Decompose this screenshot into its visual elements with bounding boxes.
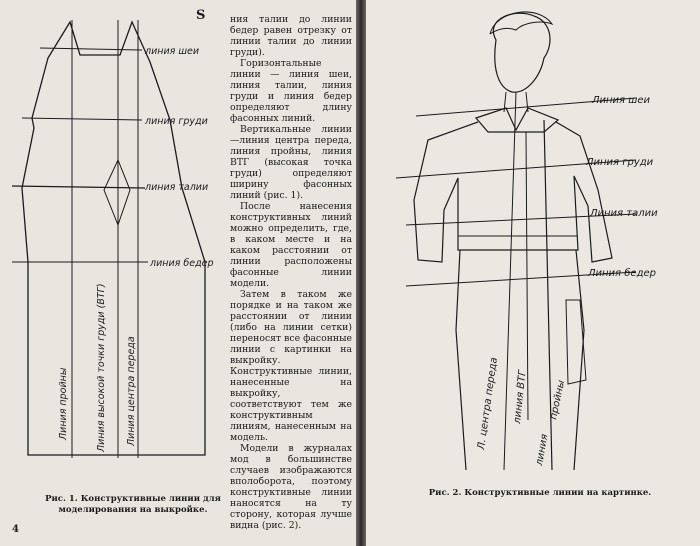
label-armhole-word-1: линия bbox=[534, 433, 551, 467]
label-center-front-line: Линия центра переда bbox=[126, 336, 137, 446]
book-gutter bbox=[356, 0, 366, 546]
corner-mark: S bbox=[196, 8, 206, 23]
chest-line bbox=[22, 118, 142, 120]
page-number: 4 bbox=[12, 524, 19, 535]
label-armhole-line: Линия пройны bbox=[58, 367, 69, 440]
paragraph: После нанесения конструктивных линий можно определить, где, в каком месте и на каком расстоянии от линии расположены фасонные линии модели. bbox=[230, 201, 352, 289]
waist-dart bbox=[104, 160, 130, 225]
handbag bbox=[566, 300, 586, 384]
label-chest-line: линия груди bbox=[145, 116, 208, 127]
pattern-outline bbox=[22, 22, 205, 455]
figure-2-caption: Рис. 2. Конструктивные линии на картинке. bbox=[428, 488, 652, 498]
figure-1-caption: Рис. 1. Конструктивные линии для моделирования на выкройке. bbox=[45, 494, 221, 515]
label-chest-line: Линия груди bbox=[586, 157, 654, 168]
waist-line bbox=[12, 186, 145, 188]
skirt bbox=[456, 250, 584, 470]
label-vtg-line: линия ВТГ bbox=[512, 369, 529, 425]
hair bbox=[490, 12, 552, 34]
paragraph: Вертикальные линии—линия центра переда, линия пройны, линия ВТГ (высокая точка груди) определяют ширину фасонных линий (рис. 1). bbox=[230, 124, 352, 201]
collar bbox=[476, 108, 558, 132]
head bbox=[493, 13, 550, 92]
label-waist-line: Линия талии bbox=[590, 208, 658, 219]
label-vtg-line: Линия высокой точки груди (ВТГ) bbox=[96, 283, 107, 452]
label-center-front-line: Л. центра переда bbox=[476, 356, 500, 451]
body-text-column bbox=[230, 14, 352, 531]
label-neck-line: Линия шеи bbox=[592, 95, 651, 106]
pattern-figure bbox=[0, 0, 232, 500]
paragraph: Модели в журналах мод в большинстве случаев изображаются вполоборота, поэтому конструктивные линии наносятся на ту сторону, которая лучше видна (рис. 2). bbox=[230, 443, 352, 531]
neck-line bbox=[40, 48, 142, 50]
fashion-figure bbox=[366, 0, 700, 485]
label-hip-line: линия бедер bbox=[150, 258, 214, 269]
paragraph: Горизонтальные линии — линия шеи, линия талии, линия груди и линия бедер определяют длину фасонных линий. bbox=[230, 58, 352, 124]
label-waist-line: линия талии bbox=[145, 182, 209, 193]
label-armhole-word-2: пройны bbox=[548, 379, 568, 421]
paragraph: Затем в таком же порядке и на таком же расстоянии от линии (либо на линии сетки) переносят все фасонные линии с картинки на выкройку. Конструктивные линии, нанесенные на выкройку, соответствуют тем же конструктивным линиям, нанесенным на модель. bbox=[230, 289, 352, 443]
label-neck-line: линия шеи bbox=[145, 46, 200, 57]
paragraph: ния талии до линии бедер равен отрезку от линии талии до линии груди). bbox=[230, 14, 352, 58]
label-hip-line: Линия бедер bbox=[588, 268, 656, 279]
